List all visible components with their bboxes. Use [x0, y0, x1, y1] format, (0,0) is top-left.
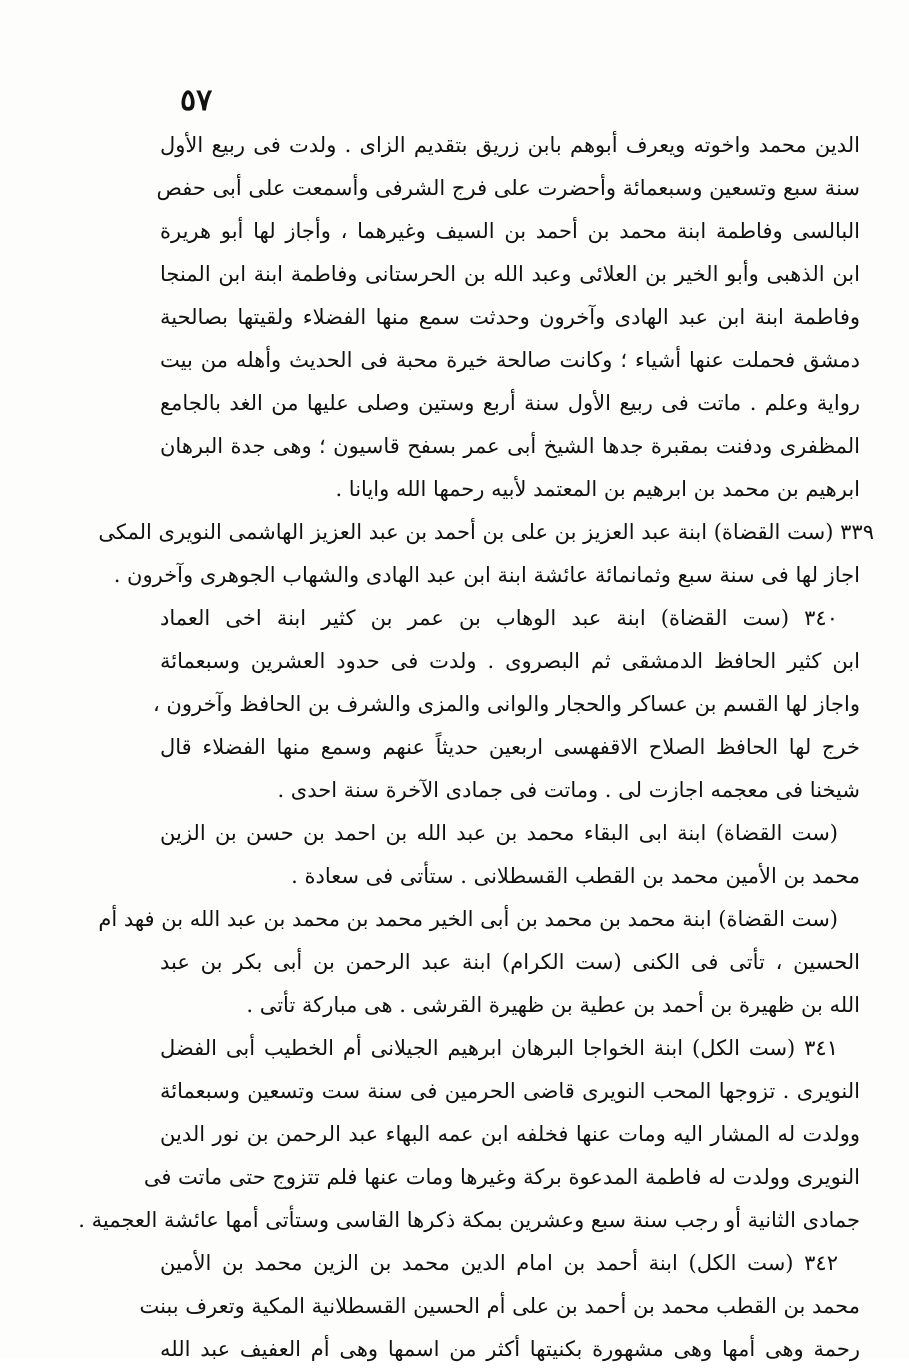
page-number: ٥٧ — [180, 83, 213, 118]
entry-heading-340: ٣٤٠ (ست القضاة) ابنة عبد الوهاب بن عمر بن كثير ابنة اخى العماد — [160, 606, 838, 630]
text-line: رحمة وهى أمها وهى مشهورة بكنيتها أكثر من اسمها وهى أم العفيف عبد الله — [160, 1337, 860, 1361]
text-line: ابن كثير الحافظ الدمشقى ثم البصروى . ولدت فى حدود العشرين وسبعمائة — [160, 649, 860, 673]
page-text — [78, 124, 874, 1371]
text-line: سنة سبع وتسعين وسبعمائة وأحضرت على فرج الشرفى وأسمعت على أبى حفص — [156, 176, 860, 200]
text-line: دمشق فحملت عنها أشياء ؛ وكانت صالحة خيرة محبة فى الحديث وأهله من بيت — [160, 348, 860, 372]
text-line: المظفرى ودفنت بمقبرة جدها الشيخ أبى عمر بسفح قاسيون ؛ وهى جدة البرهان — [160, 434, 860, 458]
entry-heading-341: ٣٤١ (ست الكل) ابنة الخواجا البرهان ابرهيم الجيلانى أم الخطيب أبى الفضل — [160, 1036, 838, 1060]
text-line: خرج لها الحافظ الصلاح الاقفهسى اربعين حديثاً عنهم وسمع منها الفضلاء قال — [160, 735, 860, 759]
text-line: اجاز لها فى سنة سبع وثمانمائة عائشة ابنة ابن عبد الهادى والشهاب الجوهرى وآخرون . — [113, 563, 860, 587]
entry-heading: (ست القضاة) ابنة ابى البقاء محمد بن عبد الله بن احمد بن حسن بن الزين — [160, 821, 838, 845]
text-line: النويرى . تزوجها المحب النويرى قاضى الحرمين فى سنة ست وتسعين وسبعمائة — [160, 1079, 860, 1103]
text-line: ابرهيم بن محمد بن ابرهيم بن المعتمد لأبيه رحمها الله وايانا . — [335, 477, 860, 501]
text-line: محمد بن الأمين محمد بن القطب القسطلانى . ستأتى فى سعادة . — [291, 864, 860, 888]
text-line: وولدت له المشار اليه ومات عنها فخلفه ابن عمه البهاء عبد الرحمن بن نور الدين — [160, 1122, 860, 1146]
text-line: جمادى الثانية أو رجب سنة سبع وعشرين بمكة ذكرها القاسى وستأتى أمها عائشة العجمية . — [78, 1208, 860, 1232]
text-line: البالسى وفاطمة ابنة محمد بن أحمد بن السيف وغيرهما ، وأجاز لها أبو هريرة — [160, 219, 860, 243]
text-line: واجاز لها القسم بن عساكر والحجار والوانى والمزى والشرف بن الحافظ وآخرون ، — [152, 692, 860, 716]
text-line: محمد بن القطب محمد بن أحمد بن على أم الحسين القسطلانية المكية وتعرف ببنت — [139, 1294, 860, 1318]
text-line: شيخنا فى معجمه اجازت لى . وماتت فى جمادى الآخرة سنة احدى . — [277, 778, 860, 802]
entry-heading: (ست القضاة) ابنة محمد بن محمد بن أبى الخير محمد بن محمد بن عبد الله بن فهد أم — [98, 907, 838, 931]
text-line: الحسين ، تأتى فى الكنى (ست الكرام) ابنة عبد الرحمن بن أبى بكر بن عبد — [160, 950, 860, 974]
text-line: الدين محمد واخوته ويعرف أبوهم بابن زريق بتقديم الزاى . ولدت فى ربيع الأول — [160, 133, 860, 157]
text-line: وفاطمة ابنة ابن عبد الهادى وآخرون وحدثت سمع منها الفضلاء ولقيتها بصالحية — [160, 305, 860, 329]
entry-heading-342: ٣٤٢ (ست الكل) ابنة أحمد بن امام الدين محمد بن الزين محمد بن الأمين — [160, 1251, 838, 1275]
entry-heading-339: ٣٣٩ (ست القضاة) ابنة عبد العزيز بن على بن أحمد بن عبد العزيز الهاشمى النويرى المكى — [98, 520, 874, 544]
text-line: ابن الذهبى وأبو الخير بن العلائى وعبد الله بن الحرستانى وفاطمة ابنة ابن المنجا — [160, 262, 860, 286]
text-line: النويرى وولدت له فاطمة المدعوة بركة وغيرها ومات عنها فلم تتزوج حتى ماتت فى — [143, 1165, 860, 1189]
text-line: الله بن ظهيرة بن أحمد بن عطية بن ظهيرة القرشى . هى مباركة تأتى . — [246, 993, 860, 1017]
text-line: رواية وعلم . ماتت فى ربيع الأول سنة أربع وستين وصلى عليها من الغد بالجامع — [160, 391, 860, 415]
